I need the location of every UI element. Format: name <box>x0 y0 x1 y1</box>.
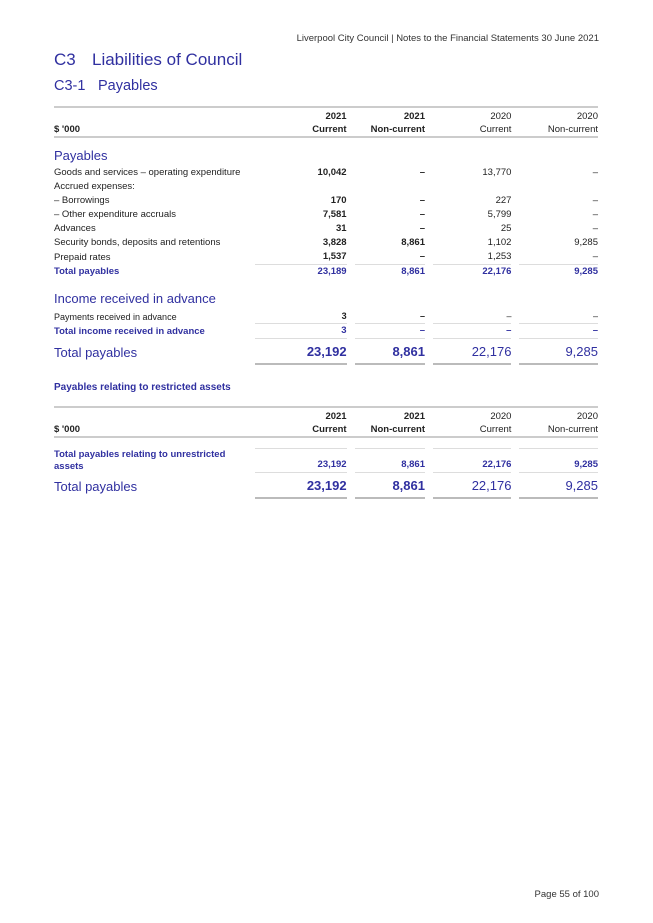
value-cell: – <box>592 209 598 220</box>
value-cell: 9,285 <box>519 265 598 280</box>
value-cell: 5,799 <box>487 209 512 220</box>
value-cell: – <box>592 251 598 262</box>
value-cell: 1,102 <box>487 237 512 248</box>
section-heading: Payables <box>54 148 108 163</box>
row-label: Total payables <box>54 266 120 277</box>
value-cell: – <box>592 167 598 178</box>
value-cell: – <box>419 251 425 262</box>
value-cell: 3,828 <box>322 237 347 248</box>
row-label: – Borrowings <box>54 195 110 206</box>
col-type: Non-current <box>519 423 598 437</box>
value-cell: 9,285 <box>519 473 598 499</box>
value-cell: 9,285 <box>574 237 598 248</box>
subsection-title <box>54 78 158 94</box>
value-cell: 22,176 <box>433 449 511 473</box>
page-number: Page 55 of 100 <box>534 889 599 900</box>
value-cell: 22,176 <box>433 265 511 280</box>
table-row <box>54 180 598 194</box>
value-cell: 3 <box>341 311 347 321</box>
section-title <box>54 50 242 70</box>
col-type: Current <box>255 423 347 437</box>
row-label: – Other expenditure accruals <box>54 209 176 220</box>
col-type: Current <box>255 123 347 137</box>
table-row <box>54 166 598 180</box>
value-cell: – <box>419 167 425 178</box>
table-row <box>54 236 598 250</box>
value-cell: – <box>519 324 598 339</box>
value-cell: 227 <box>495 195 512 206</box>
table-row <box>54 222 598 236</box>
row-label: Total payables <box>54 479 138 494</box>
value-cell: 1,253 <box>487 251 512 262</box>
value-cell: 7,581 <box>322 209 347 220</box>
unit-label: $ '000 <box>54 123 255 137</box>
col-type: Current <box>433 123 511 137</box>
col-year: 2021 <box>355 107 425 123</box>
value-cell: 23,192 <box>255 473 347 499</box>
row-label: Total payables <box>54 345 138 360</box>
value-cell: – <box>355 324 425 339</box>
value-cell: 31 <box>336 223 347 234</box>
value-cell: 170 <box>330 195 347 206</box>
value-cell: – <box>592 311 598 321</box>
running-header: Liverpool City Council | Notes to the Financial Statements 30 June 2021 <box>296 33 599 44</box>
row-label: Accrued expenses: <box>54 181 135 192</box>
value-cell <box>255 180 347 194</box>
value-cell: 13,770 <box>482 167 512 178</box>
row-label: assets <box>54 460 84 472</box>
value-cell: 1,537 <box>322 251 347 262</box>
value-cell <box>355 180 425 194</box>
col-type: Non-current <box>355 123 425 137</box>
section-code: C3 <box>54 50 76 69</box>
value-cell: 8,861 <box>355 339 425 365</box>
value-cell: 3 <box>255 324 347 339</box>
section-name: Liabilities of Council <box>92 50 243 69</box>
table-row <box>54 208 598 222</box>
col-type: Current <box>433 423 511 437</box>
row-label: Total payables relating to unrestricted <box>54 448 226 460</box>
value-cell: 10,042 <box>317 167 347 178</box>
col-year: 2021 <box>355 407 425 423</box>
col-year: 2020 <box>433 107 511 123</box>
value-cell: – <box>592 223 598 234</box>
row-label: Goods and services – operating expenditure <box>54 167 241 178</box>
col-year: 2020 <box>519 407 598 423</box>
table-row <box>54 194 598 208</box>
value-cell <box>433 180 511 194</box>
value-cell: 9,285 <box>519 339 598 365</box>
section-heading: Income received in advance <box>54 291 216 306</box>
value-cell: 25 <box>500 223 512 234</box>
value-cell: 23,192 <box>255 449 347 473</box>
restricted-heading: Payables relating to restricted assets <box>54 382 231 393</box>
value-cell: – <box>419 209 425 220</box>
value-cell: 8,861 <box>401 237 425 248</box>
subsection-code: C3-1 <box>54 78 86 94</box>
value-cell: – <box>592 195 598 206</box>
value-cell: 9,285 <box>519 449 598 473</box>
row-label: Security bonds, deposits and retentions <box>54 237 221 248</box>
row-label: Advances <box>54 223 96 234</box>
row-label: Prepaid rates <box>54 251 111 263</box>
row-label: Payments received in advance <box>54 311 177 322</box>
value-cell: – <box>433 324 511 339</box>
restricted-table <box>54 406 598 499</box>
value-cell: 22,176 <box>433 339 511 365</box>
value-cell: 8,861 <box>355 473 425 499</box>
row-label: Total income received in advance <box>54 325 205 337</box>
value-cell: 22,176 <box>433 473 511 499</box>
table-row <box>54 250 598 265</box>
value-cell <box>519 180 598 194</box>
unit-label: $ '000 <box>54 423 255 437</box>
value-cell: – <box>506 311 512 321</box>
payables-table <box>54 106 598 365</box>
col-year: 2020 <box>519 107 598 123</box>
col-year: 2021 <box>255 107 347 123</box>
value-cell: 23,192 <box>255 339 347 365</box>
col-year: 2020 <box>433 407 511 423</box>
value-cell: 23,189 <box>255 265 347 280</box>
value-cell: 8,861 <box>355 449 425 473</box>
col-type: Non-current <box>519 123 598 137</box>
value-cell: 8,861 <box>355 265 425 280</box>
col-year: 2021 <box>255 407 347 423</box>
col-type: Non-current <box>355 423 425 437</box>
value-cell: – <box>419 195 425 206</box>
value-cell: – <box>419 223 425 234</box>
value-cell: – <box>419 311 425 321</box>
subsection-name: Payables <box>98 78 158 94</box>
